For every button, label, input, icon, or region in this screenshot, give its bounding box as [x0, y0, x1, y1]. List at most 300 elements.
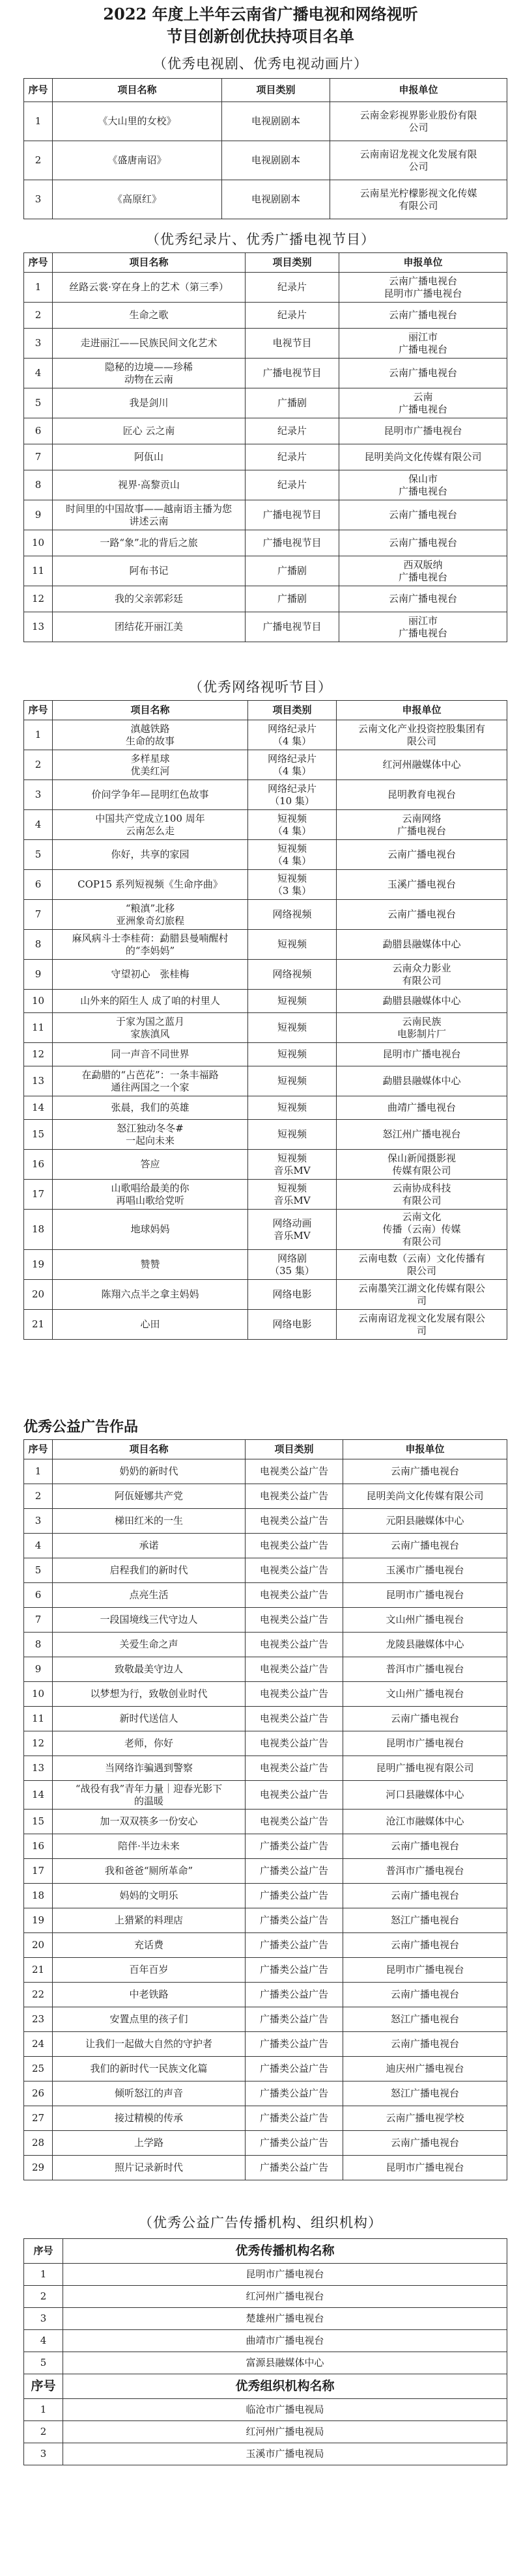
cell-name: 致敬最美守边人 — [53, 1657, 246, 1682]
cell-unit: 昆明市广播电视台 — [343, 2156, 507, 2180]
cell-seq: 1 — [24, 720, 53, 750]
cell-unit: 云南广播电视台 — [343, 1983, 507, 2007]
cell-name: 让我们一起做大自然的守护者 — [53, 2032, 246, 2057]
cell-seq: 2 — [24, 303, 53, 329]
header-seq: 序号 — [24, 701, 53, 720]
cell-seq: 4 — [24, 1534, 53, 1558]
cell-seq: 16 — [24, 1150, 53, 1180]
cell-seq: 11 — [24, 1013, 53, 1043]
cell-type: 网络纪录片 （4 集） — [248, 750, 337, 780]
cell-type: 网络视频 — [248, 900, 337, 930]
cell-type: 纪录片 — [246, 303, 339, 329]
cell-unit: 云南广播电视台 — [343, 1459, 507, 1484]
table-row — [24, 2032, 507, 2057]
section4-heading: 优秀公益广告作品 — [23, 1418, 139, 1435]
cell-unit: 云南广播电视台 — [337, 900, 507, 930]
cell-type: 纪录片 — [246, 444, 339, 470]
cell-seq: 17 — [24, 1180, 53, 1210]
cell-name: 隐秘的边境——珍稀 动物在云南 — [53, 359, 246, 388]
table-row — [24, 1066, 507, 1096]
cell-type: 广播电视节目 — [246, 530, 339, 556]
cell-type: 广播类公益广告 — [246, 2156, 343, 2180]
cell-type: 电视剧剧本 — [222, 180, 330, 219]
table-row — [24, 1310, 507, 1340]
header-type: 项目类别 — [222, 79, 330, 102]
cell-seq: 10 — [24, 1682, 53, 1707]
cell-type: 电视类公益广告 — [246, 1509, 343, 1534]
cell-unit: 怒江州广播电视台 — [337, 1120, 507, 1150]
cell-seq: 17 — [24, 1859, 53, 1884]
cell-type: 广播类公益广告 — [246, 1834, 343, 1859]
cell-type: 广播类公益广告 — [246, 1933, 343, 1958]
header-name: 项目名称 — [53, 79, 222, 102]
cell-unit: 云南众力影业 有限公司 — [337, 960, 507, 990]
cell-type: 短视频 （4 集） — [248, 810, 337, 840]
cell-type: 广播类公益广告 — [246, 1958, 343, 1983]
cell-name: 《大山里的女校》 — [53, 102, 222, 141]
cell-type: 网络剧 （35 集） — [248, 1250, 337, 1280]
table-row — [24, 1707, 507, 1731]
cell-unit: 迪庆州广播电视台 — [343, 2057, 507, 2081]
cell-unit: 保山市 广播电视台 — [339, 470, 507, 500]
cell-unit: 云南广播电视台 — [343, 1884, 507, 1908]
cell-name: 富源县融媒体中心 — [63, 2352, 507, 2374]
cell-name: 红河州广播电视局 — [63, 2421, 507, 2443]
table-row — [24, 303, 507, 329]
cell-seq: 11 — [24, 1707, 53, 1731]
table-row — [24, 2131, 507, 2156]
table-row — [24, 900, 507, 930]
section2-table — [23, 252, 507, 642]
cell-unit: 怒江广播电视台 — [343, 1908, 507, 1933]
cell-type: 电视类公益广告 — [246, 1608, 343, 1633]
cell-name: 楚雄州广播电视台 — [63, 2308, 507, 2330]
cell-seq: 2 — [24, 141, 53, 180]
cell-type: 电视类公益广告 — [246, 1731, 343, 1756]
cell-type: 电视剧剧本 — [222, 141, 330, 180]
cell-seq: 16 — [24, 1834, 53, 1859]
cell-type: 电视类公益广告 — [246, 1781, 343, 1810]
cell-seq: 27 — [24, 2106, 53, 2131]
table-row — [24, 1013, 507, 1043]
cell-type: 短视频 — [248, 990, 337, 1013]
cell-name: 丝路云裳·穿在身上的艺术（第三季） — [53, 273, 246, 303]
table-row — [24, 1484, 507, 1509]
cell-name: 我的父亲郭彩廷 — [53, 586, 246, 612]
cell-seq: 28 — [24, 2131, 53, 2156]
cell-seq: 5 — [24, 388, 53, 418]
cell-seq: 10 — [24, 990, 53, 1013]
table-row — [24, 2443, 507, 2465]
table-row — [24, 500, 507, 530]
cell-unit: 云南星光柠檬影视文化传媒 有限公司 — [330, 180, 507, 219]
table-row — [24, 141, 507, 180]
cell-unit: 云南广播电视台 — [339, 303, 507, 329]
table-row — [24, 2264, 507, 2286]
cell-unit: 云南广播电视台 — [339, 500, 507, 530]
table-row — [24, 1096, 507, 1120]
cell-unit: 保山新闻摄影视 传媒有限公司 — [337, 1150, 507, 1180]
table-row — [24, 2330, 507, 2352]
cell-unit: 勐腊县融媒体中心 — [337, 930, 507, 960]
cell-unit: 云南广播电视台 — [339, 530, 507, 556]
cell-unit: 云南南诏龙视文化发展有限公 司 — [337, 1310, 507, 1340]
section1-table — [23, 78, 507, 219]
table-row — [24, 840, 507, 870]
table-row — [24, 930, 507, 960]
cell-seq: 4 — [24, 2330, 63, 2352]
cell-name: 奶奶的新时代 — [53, 1459, 246, 1484]
header-seq: 序号 — [24, 2374, 63, 2399]
cell-name: 中国共产党成立100 周年 云南怎么走 — [53, 810, 248, 840]
cell-type: 网络纪录片 （4 集） — [248, 720, 337, 750]
section4-table — [23, 1439, 507, 2180]
cell-name: 多样星球 优美红河 — [53, 750, 248, 780]
table-row — [24, 1210, 507, 1250]
cell-type: 电视类公益广告 — [246, 1810, 343, 1834]
cell-seq: 1 — [24, 1459, 53, 1484]
table-row — [24, 1150, 507, 1180]
cell-type: 电视类公益广告 — [246, 1682, 343, 1707]
cell-unit: 昆明广播电视有限公司 — [343, 1756, 507, 1781]
table-row — [24, 1958, 507, 1983]
cell-name: 于家为国之蓝月 家族滇风 — [53, 1013, 248, 1043]
header-type: 项目类别 — [246, 253, 339, 273]
table-row — [24, 1250, 507, 1280]
cell-name: 你好，共享的家园 — [53, 840, 248, 870]
table-row — [24, 1509, 507, 1534]
cell-name: 承诺 — [53, 1534, 246, 1558]
table-row — [24, 1608, 507, 1633]
cell-unit: 昆明市广播电视台 — [343, 1583, 507, 1608]
cell-type: 广播类公益广告 — [246, 2106, 343, 2131]
table-row — [24, 1781, 507, 1810]
table-row — [24, 990, 507, 1013]
group2-title: 优秀组织机构名称 — [63, 2374, 507, 2399]
cell-seq: 3 — [24, 1509, 53, 1534]
cell-name: 临沧市广播电视局 — [63, 2399, 507, 2421]
cell-seq: 3 — [24, 2308, 63, 2330]
cell-type: 短视频 — [248, 930, 337, 960]
cell-seq: 20 — [24, 1280, 53, 1310]
cell-type: 纪录片 — [246, 470, 339, 500]
cell-seq: 4 — [24, 359, 53, 388]
cell-seq: 12 — [24, 586, 53, 612]
cell-type: 广播类公益广告 — [246, 2131, 343, 2156]
cell-type: 广播剧 — [246, 556, 339, 586]
header-unit: 申报单位 — [330, 79, 507, 102]
table-row — [24, 2352, 507, 2374]
table-row — [24, 180, 507, 219]
cell-unit: 云南墨笑江湖文化传媒有限公 司 — [337, 1280, 507, 1310]
cell-type: 电视节目 — [246, 329, 339, 359]
cell-unit: 云南广播电视台 — [337, 840, 507, 870]
table-row — [24, 102, 507, 141]
cell-seq: 1 — [24, 2264, 63, 2286]
cell-seq: 29 — [24, 2156, 53, 2180]
cell-name: 接过精模的传承 — [53, 2106, 246, 2131]
cell-unit: 龙陵县融媒体中心 — [343, 1633, 507, 1657]
cell-name: 倾听怒江的声音 — [53, 2081, 246, 2106]
cell-seq: 18 — [24, 1210, 53, 1250]
header-unit: 申报单位 — [337, 701, 507, 720]
table-row — [24, 2421, 507, 2443]
cell-seq: 23 — [24, 2007, 53, 2032]
cell-seq: 8 — [24, 470, 53, 500]
cell-seq: 3 — [24, 2443, 63, 2465]
cell-unit: 沧江市融媒体中心 — [343, 1810, 507, 1834]
cell-name: 新时代送信人 — [53, 1707, 246, 1731]
table-row — [24, 1280, 507, 1310]
cell-seq: 14 — [24, 1096, 53, 1120]
cell-name: 生命之歌 — [53, 303, 246, 329]
cell-seq: 13 — [24, 1756, 53, 1781]
table-row — [24, 1180, 507, 1210]
header-unit: 申报单位 — [339, 253, 507, 273]
cell-unit: 云南广播电视学校 — [343, 2106, 507, 2131]
cell-unit: 云南金彩视界影业股份有限 公司 — [330, 102, 507, 141]
cell-name: 团结花开丽江美 — [53, 612, 246, 642]
cell-type: 电视类公益广告 — [246, 1459, 343, 1484]
cell-unit: 勐腊县融媒体中心 — [337, 1066, 507, 1096]
cell-type: 短视频 — [248, 1043, 337, 1066]
cell-unit: 云南广播电视台 — [343, 1534, 507, 1558]
cell-unit: 云南广播电视台 — [343, 1933, 507, 1958]
table-row — [24, 2399, 507, 2421]
cell-unit: 云南广播电视台 — [339, 359, 507, 388]
cell-type: 短视频 — [248, 1120, 337, 1150]
header-unit: 申报单位 — [343, 1440, 507, 1459]
cell-unit: 云南广播电视台 — [339, 586, 507, 612]
cell-type: 广播类公益广告 — [246, 2081, 343, 2106]
cell-name: 我们的新时代一民族文化篇 — [53, 2057, 246, 2081]
cell-seq: 15 — [24, 1120, 53, 1150]
cell-unit: 云南广播电视台 昆明市广播电视台 — [339, 273, 507, 303]
cell-name: 答应 — [53, 1150, 248, 1180]
cell-name: 一路“象”北的背后之旅 — [53, 530, 246, 556]
cell-seq: 19 — [24, 1908, 53, 1933]
table-row — [24, 2286, 507, 2308]
cell-unit: 昆明市广播电视台 — [343, 1731, 507, 1756]
cell-name: 陈翔六点半之拿主妈妈 — [53, 1280, 248, 1310]
cell-name: 关爱生命之声 — [53, 1633, 246, 1657]
table-row — [24, 780, 507, 810]
cell-type: 广播类公益广告 — [246, 2007, 343, 2032]
cell-seq: 13 — [24, 1066, 53, 1096]
cell-seq: 2 — [24, 2421, 63, 2443]
section3-table — [23, 700, 507, 1340]
cell-name: 守望初心 张桂梅 — [53, 960, 248, 990]
cell-unit: 玉溪广播电视台 — [337, 870, 507, 900]
cell-seq: 22 — [24, 1983, 53, 2007]
cell-seq: 6 — [24, 418, 53, 444]
cell-name: COP15 系列短视频《生命序曲》 — [53, 870, 248, 900]
cell-type: 电视类公益广告 — [246, 1558, 343, 1583]
cell-name: 充话费 — [53, 1933, 246, 1958]
cell-name: 怒江独动冬冬# 一起向未来 — [53, 1120, 248, 1150]
cell-seq: 21 — [24, 1310, 53, 1340]
cell-type: 短视频 （3 集） — [248, 870, 337, 900]
group2-header-row — [24, 2374, 507, 2399]
cell-seq: 9 — [24, 960, 53, 990]
cell-type: 纪录片 — [246, 273, 339, 303]
cell-name: 陪伴·半边未来 — [53, 1834, 246, 1859]
table-row — [24, 1043, 507, 1066]
table-row — [24, 960, 507, 990]
table-row — [24, 870, 507, 900]
cell-name: 心田 — [53, 1310, 248, 1340]
cell-name: 上学路 — [53, 2131, 246, 2156]
cell-seq: 13 — [24, 612, 53, 642]
cell-unit: 昆明教育电视台 — [337, 780, 507, 810]
cell-type: 广播电视节目 — [246, 359, 339, 388]
cell-unit: 云南网络 广播电视台 — [337, 810, 507, 840]
cell-name: 老师，你好 — [53, 1731, 246, 1756]
cell-name: 价问学争年—昆明红色故事 — [53, 780, 248, 810]
cell-seq: 2 — [24, 1484, 53, 1509]
table-row — [24, 359, 507, 388]
cell-type: 广播类公益广告 — [246, 1884, 343, 1908]
header-type: 项目类别 — [246, 1440, 343, 1459]
cell-seq: 3 — [24, 780, 53, 810]
cell-name: 中老铁路 — [53, 1983, 246, 2007]
cell-seq: 3 — [24, 180, 53, 219]
cell-unit: 普洱市广播电视台 — [343, 1859, 507, 1884]
table-row — [24, 2007, 507, 2032]
cell-name: 滇越铁路 生命的故事 — [53, 720, 248, 750]
cell-name: 《盛唐南诏》 — [53, 141, 222, 180]
cell-unit: 丽江市 广播电视台 — [339, 612, 507, 642]
cell-name: 一段国境线三代守边人 — [53, 1608, 246, 1633]
cell-type: 网络视频 — [248, 960, 337, 990]
table-row — [24, 2081, 507, 2106]
table-row — [24, 1459, 507, 1484]
table-row — [24, 720, 507, 750]
cell-unit: 西双版纳 广播电视台 — [339, 556, 507, 586]
header-seq: 序号 — [24, 253, 53, 273]
cell-unit: 云南广播电视台 — [343, 2032, 507, 2057]
cell-name: 曲靖市广播电视台 — [63, 2330, 507, 2352]
table-header-row — [24, 79, 507, 102]
cell-unit: 文山州广播电视台 — [343, 1608, 507, 1633]
cell-unit: 云南广播电视台 — [343, 1834, 507, 1859]
cell-name: 我是剑川 — [53, 388, 246, 418]
cell-seq: 12 — [24, 1731, 53, 1756]
cell-type: 网络电影 — [248, 1280, 337, 1310]
cell-unit: 怒江广播电视台 — [343, 2081, 507, 2106]
cell-type: 网络电影 — [248, 1310, 337, 1340]
cell-name: 加一双双筷多一份安心 — [53, 1810, 246, 1834]
cell-seq: 21 — [24, 1958, 53, 1983]
cell-seq: 1 — [24, 102, 53, 141]
table-row — [24, 530, 507, 556]
cell-type: 电视类公益广告 — [246, 1707, 343, 1731]
table-row — [24, 586, 507, 612]
section5-heading: （优秀公益广告传播机构、组织机构） — [139, 2215, 382, 2230]
cell-name: 当网络诈骗遇到警察 — [53, 1756, 246, 1781]
table-row — [24, 1534, 507, 1558]
cell-type: 广播类公益广告 — [246, 2032, 343, 2057]
cell-seq: 11 — [24, 556, 53, 586]
cell-type: 短视频 音乐MV — [248, 1180, 337, 1210]
table-row — [24, 750, 507, 780]
cell-unit: 河口县融媒体中心 — [343, 1781, 507, 1810]
cell-unit: 昆明市广播电视台 — [343, 1958, 507, 1983]
cell-seq: 24 — [24, 2032, 53, 2057]
cell-name: 同一声音不同世界 — [53, 1043, 248, 1066]
cell-type: 网络动画 音乐MV — [248, 1210, 337, 1250]
table-row — [24, 810, 507, 840]
cell-name: 梯田红米的一生 — [53, 1509, 246, 1534]
table-row — [24, 1583, 507, 1608]
header-seq: 序号 — [24, 2239, 63, 2264]
cell-name: 百年百岁 — [53, 1958, 246, 1983]
cell-seq: 10 — [24, 530, 53, 556]
cell-unit: 元阳县融媒体中心 — [343, 1509, 507, 1534]
cell-type: 广播电视节目 — [246, 500, 339, 530]
header-name: 项目名称 — [53, 701, 248, 720]
cell-type: 广播类公益广告 — [246, 1908, 343, 1933]
cell-seq: 2 — [24, 2286, 63, 2308]
table-row — [24, 1983, 507, 2007]
cell-name: 以梦想为行，致敬创业时代 — [53, 1682, 246, 1707]
table-row — [24, 470, 507, 500]
header-seq: 序号 — [24, 79, 53, 102]
cell-name: “粮滇”北移 亚洲象奇幻旅程 — [53, 900, 248, 930]
table-header-row — [24, 1440, 507, 1459]
header-seq: 序号 — [24, 1440, 53, 1459]
cell-seq: 26 — [24, 2081, 53, 2106]
cell-seq: 8 — [24, 930, 53, 960]
document-title-line1: 2022 年度上半年云南省广播电视和网络视听 — [103, 5, 418, 23]
table-row — [24, 1859, 507, 1884]
cell-unit: 云南文化产业投资控股集团有 限公司 — [337, 720, 507, 750]
cell-unit: 云南电数（云南）文化传播有 限公司 — [337, 1250, 507, 1280]
table-row — [24, 444, 507, 470]
cell-name: 我和爸爸“厕所革命” — [53, 1859, 246, 1884]
cell-name: 麻风病斗士李桂荷：勐腊县曼喃醒村 的“李妈妈” — [53, 930, 248, 960]
cell-name: 玉溪市广播电视局 — [63, 2443, 507, 2465]
cell-seq: 2 — [24, 750, 53, 780]
cell-name: 《高原红》 — [53, 180, 222, 219]
cell-type: 广播剧 — [246, 586, 339, 612]
cell-seq: 12 — [24, 1043, 53, 1066]
cell-seq: 3 — [24, 329, 53, 359]
table-row — [24, 1933, 507, 1958]
table-header-row — [24, 253, 507, 273]
cell-seq: 25 — [24, 2057, 53, 2081]
cell-unit: 曲靖广播电视台 — [337, 1096, 507, 1120]
cell-seq: 1 — [24, 273, 53, 303]
cell-name: 启程我们的新时代 — [53, 1558, 246, 1583]
cell-type: 短视频 音乐MV — [248, 1150, 337, 1180]
cell-type: 短视频 — [248, 1013, 337, 1043]
cell-seq: 5 — [24, 2352, 63, 2374]
cell-seq: 15 — [24, 1810, 53, 1834]
header-type: 项目类别 — [248, 701, 337, 720]
cell-seq: 5 — [24, 1558, 53, 1583]
cell-seq: 9 — [24, 1657, 53, 1682]
cell-name: 山歌唱给最美的你 再唱山歌给党听 — [53, 1180, 248, 1210]
cell-name: 阿布书记 — [53, 556, 246, 586]
table-row — [24, 1908, 507, 1933]
cell-unit: 红河州融媒体中心 — [337, 750, 507, 780]
cell-name: 山外来的陌生人 成了咱的村里人 — [53, 990, 248, 1013]
header-name: 项目名称 — [53, 1440, 246, 1459]
cell-seq: 7 — [24, 1608, 53, 1633]
table-row — [24, 1633, 507, 1657]
section1-heading: （优秀电视剧、优秀电视动画片） — [153, 56, 368, 72]
